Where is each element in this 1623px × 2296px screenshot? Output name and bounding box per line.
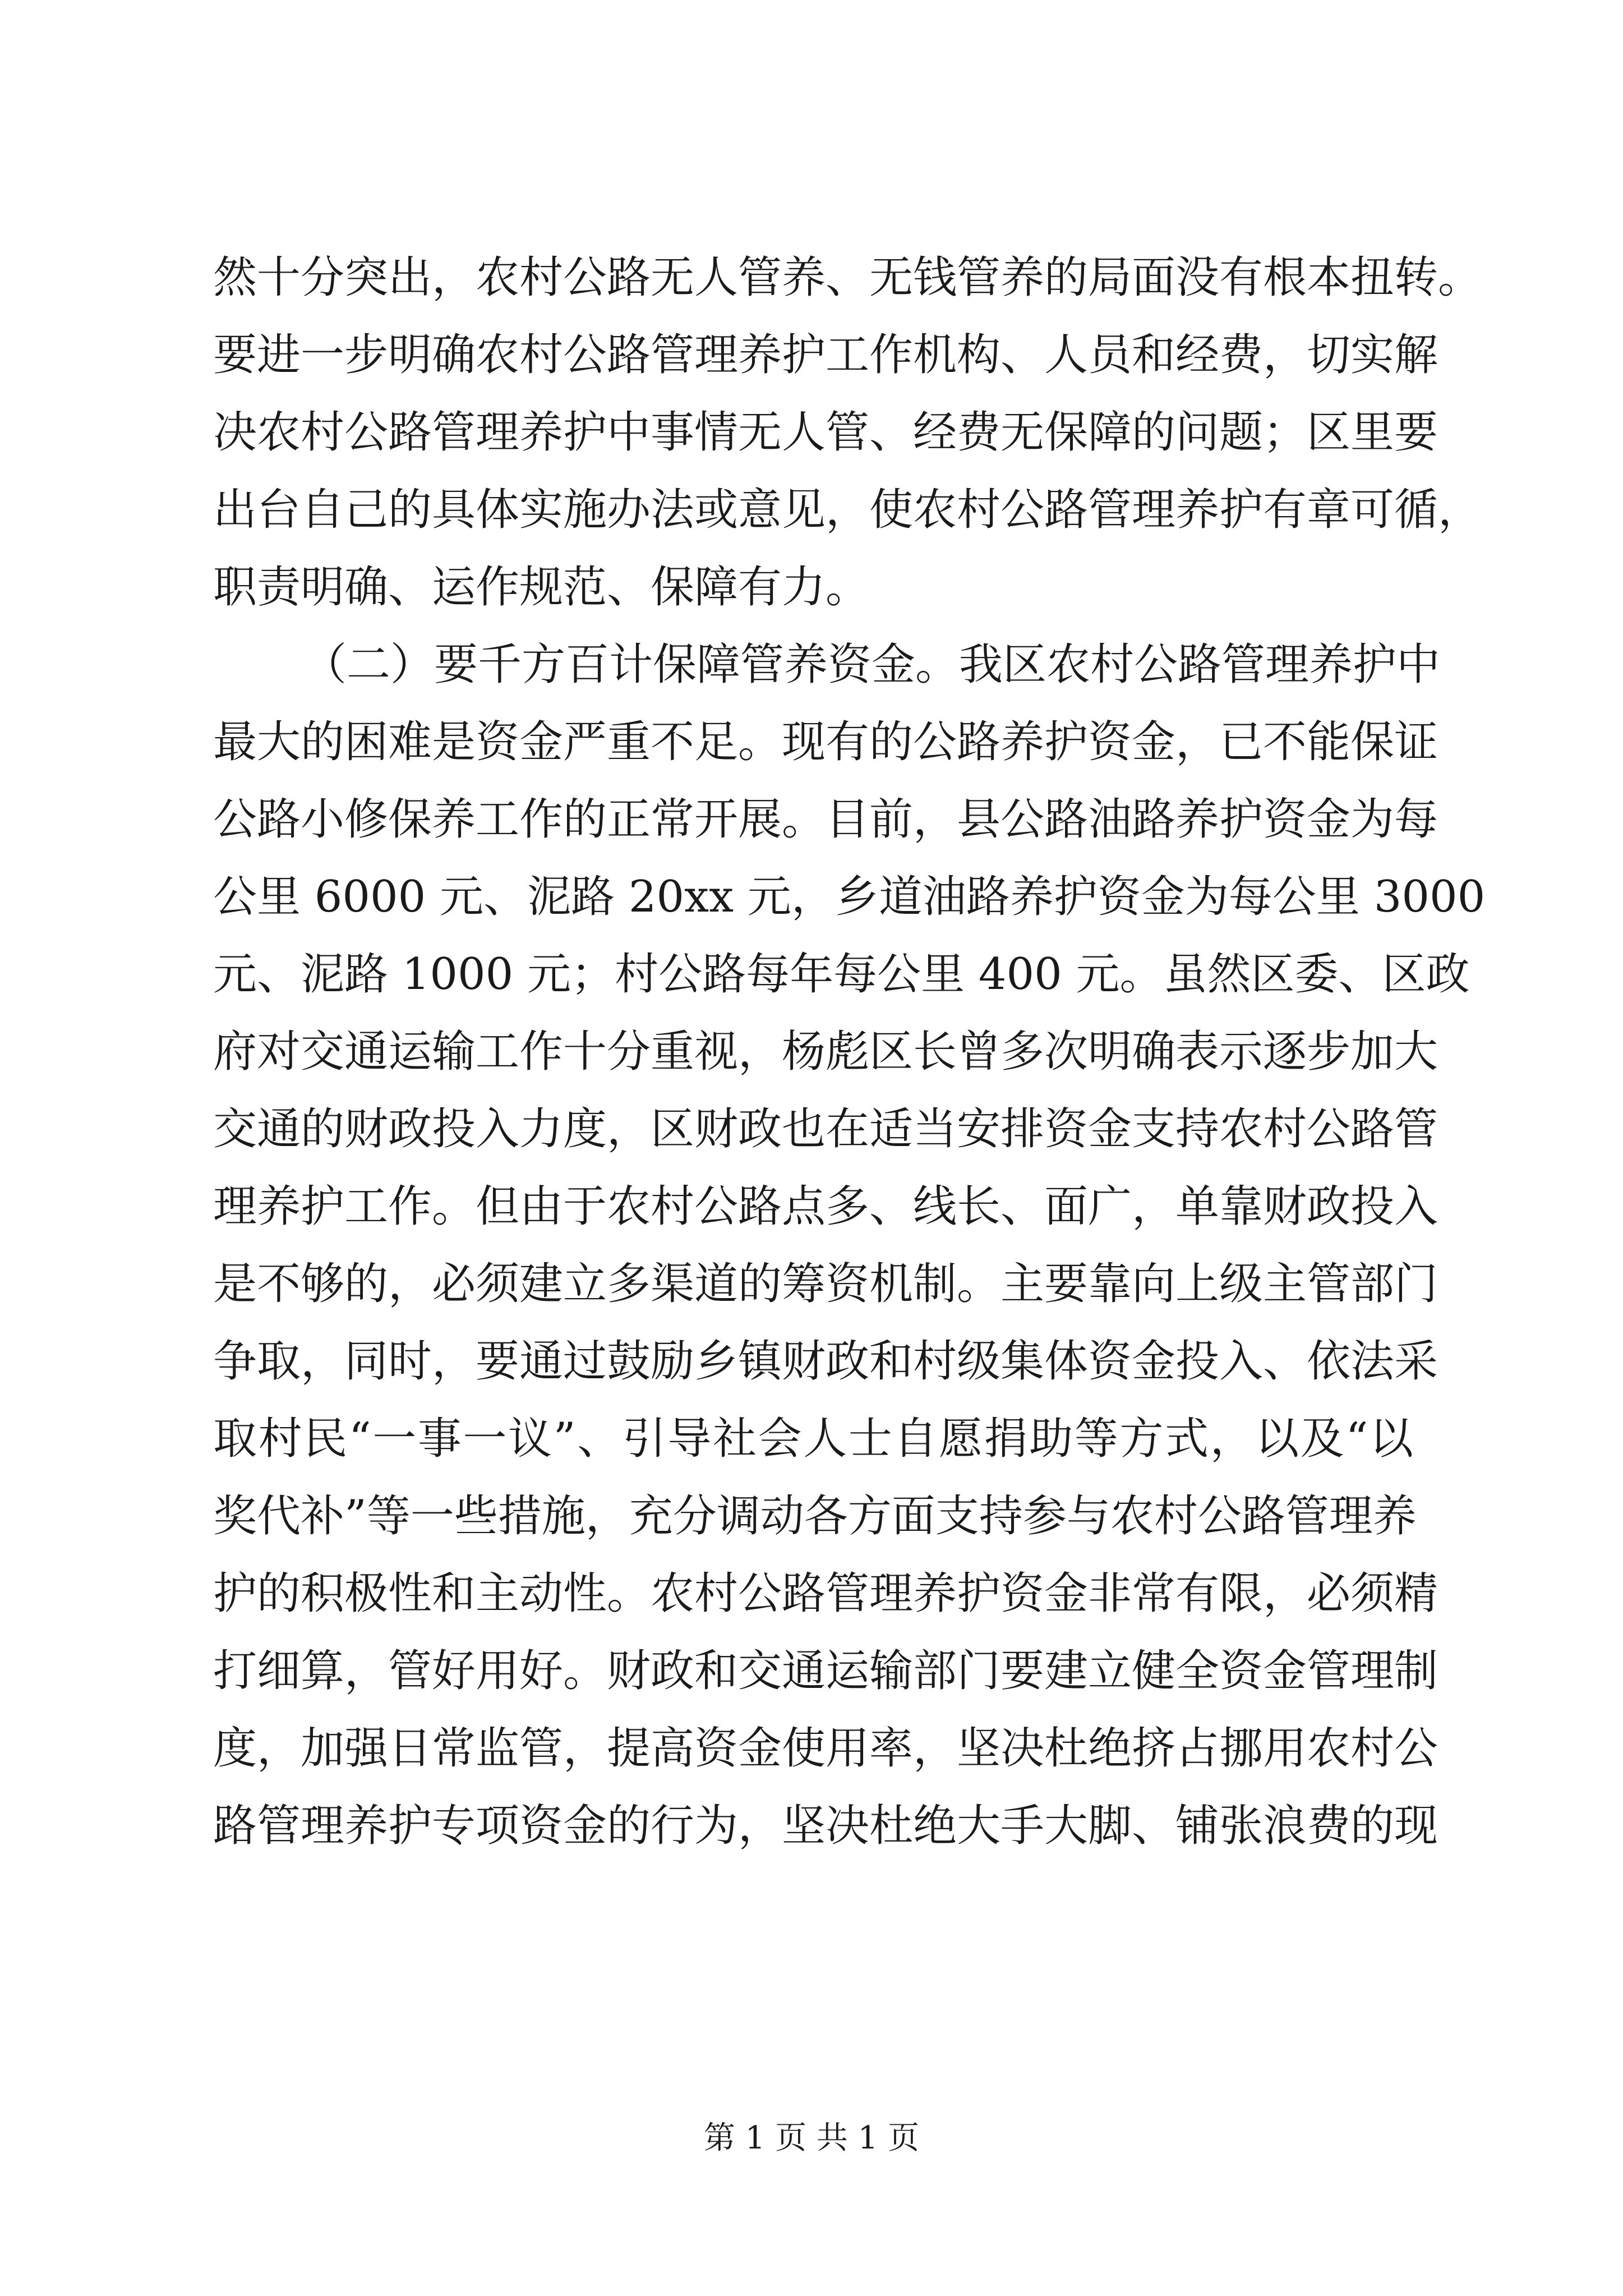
body-line-15: 争取，同时，要通过鼓励乡镇财政和村级集体资金投入、依法采 — [213, 1336, 1438, 1387]
page-footer: 第 1 页 共 1 页 — [703, 2120, 920, 2156]
body-line-17: 奖代补”等一些措施，充分调动各方面支持参与农村公路管理养 — [213, 1491, 1417, 1542]
body-line-8: 公路小修保养工作的正常开展。目前，县公路油路养护资金为每 — [213, 794, 1438, 845]
body-line-1: 然十分突出，农村公路无人管养、无钱管养的局面没有根本扭转。 — [213, 252, 1482, 303]
body-line-7: 最大的困难是资金严重不足。现有的公路养护资金，已不能保证 — [213, 717, 1438, 767]
body-line-14: 是不够的，必须建立多渠道的筹资机制。主要靠向上级主管部门 — [213, 1259, 1438, 1309]
body-line-13: 理养护工作。但由于农村公路点多、线长、面广，单靠财政投入 — [213, 1181, 1438, 1232]
body-line-21: 路管理养护专项资金的行为，坚决杜绝大手大脚、铺张浪费的现 — [213, 1801, 1438, 1851]
body-line-16: 取村民“一事一议”、引导社会人士自愿捐助等方式，以及“以 — [213, 1414, 1413, 1464]
body-line-12: 交通的财政投入力度，区财政也在适当安排资金支持农村公路管 — [213, 1104, 1438, 1154]
body-line-9: 公里 6000 元、泥路 20xx 元，乡道油路养护资金为每公里 3000 — [213, 872, 1486, 922]
body-line-3: 决农村公路管理养护中事情无人管、经费无保障的问题；区里要 — [213, 407, 1438, 458]
body-line-4: 出台自己的具体实施办法或意见，使农村公路管理养护有章可循， — [213, 485, 1482, 535]
body-line-2: 要进一步明确农村公路管理养护工作机构、人员和经费，切实解 — [213, 330, 1438, 380]
body-line-19: 打细算，管好用好。财政和交通运输部门要建立健全资金管理制 — [213, 1646, 1438, 1696]
section-heading-line: （二）要千方百计保障管养资金。我区农村公路管理养护中 — [303, 639, 1441, 690]
body-line-5: 职责明确、运作规范、保障有力。 — [213, 562, 870, 613]
body-line-10: 元、泥路 1000 元；村公路每年每公里 400 元。虽然区委、区政 — [213, 949, 1470, 1000]
body-line-20: 度，加强日常监管，提高资金使用率，坚决杜绝挤占挪用农村公 — [213, 1723, 1438, 1774]
body-line-18: 护的积极性和主动性。农村公路管理养护资金非常有限，必须精 — [213, 1568, 1438, 1619]
body-line-11: 府对交通运输工作十分重视，杨彪区长曾多次明确表示逐步加大 — [213, 1027, 1438, 1077]
